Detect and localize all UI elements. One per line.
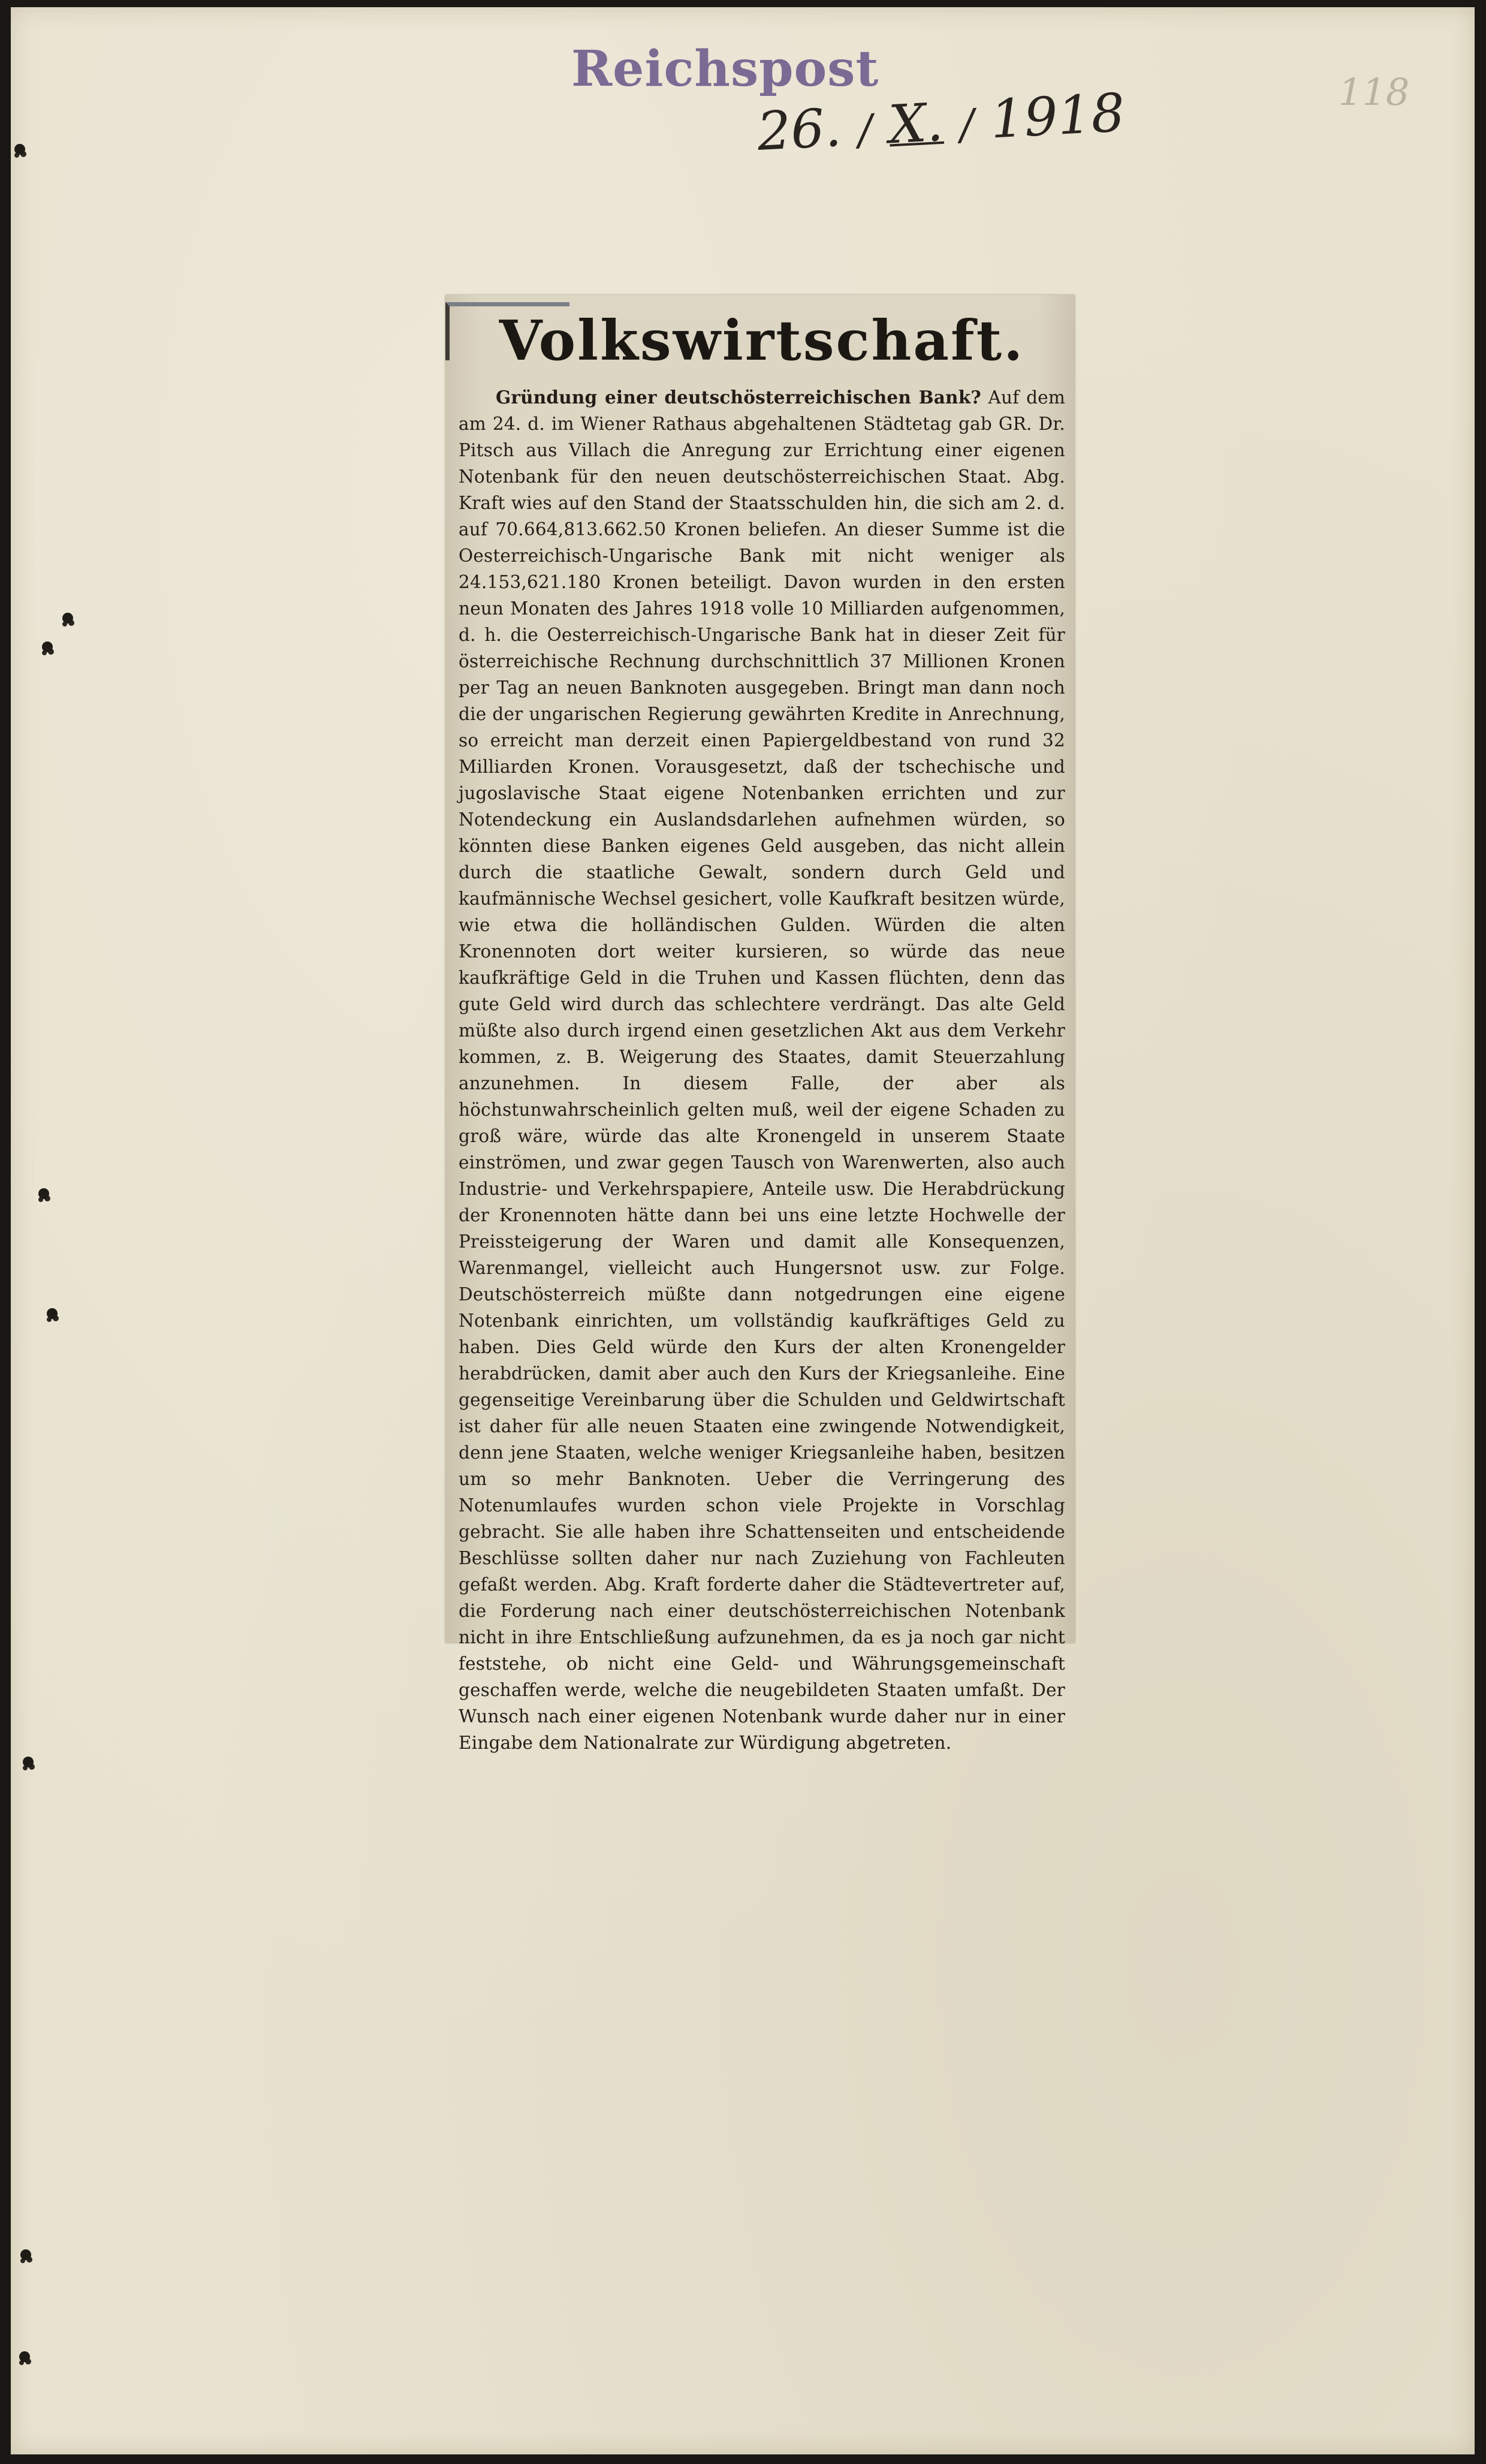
punch-hole — [47, 1308, 58, 1319]
punch-hole — [20, 2249, 31, 2260]
newspaper-clipping — [445, 295, 1075, 1753]
handwritten-date: 26. / X. / 1918 — [755, 82, 1126, 162]
punch-hole — [23, 1757, 34, 1767]
article-body — [459, 384, 1065, 1756]
article-lead: Gründung einer deutschösterreichischen Bank? — [496, 386, 981, 408]
punch-hole — [19, 2351, 30, 2362]
archive-sheet — [11, 7, 1475, 2454]
punch-hole — [42, 641, 53, 652]
newspaper-stamp: Reichspost — [571, 40, 879, 98]
date-year: 1918 — [988, 82, 1126, 150]
punch-hole — [62, 613, 73, 623]
date-month: X. — [887, 91, 945, 156]
punch-hole — [14, 144, 25, 155]
punch-hole — [38, 1188, 49, 1199]
clipping-frame-corner — [445, 302, 569, 360]
article-headline: Volkswirtschaft. — [499, 308, 1025, 373]
date-day: 26. — [755, 96, 843, 162]
article-text: Auf dem am 24. d. im Wiener Rathaus abgehaltenen Städtetag gab GR. Dr. Pitsch aus Villach die Anregung zur Errichtung einer eigenen Notenbank für den neuen deutschösterreichischen Staat. Abg. Kraft wies auf den Stand der Staatsschulden hin, die sich am 2. d. auf 70.664,813.662.50 Kronen beliefen. An dieser Summe ist die Oesterreichisch-Ungarische Bank mit nicht weniger als 24.153,621.180 Kronen beteiligt. Davon wurden in den ersten neun Monaten des Jahres 1918 volle 10 Milliarden aufgenommen, d. h. die Oesterreichisch-Ungarische Bank hat in dieser Zeit für österreichische Rechnung durchschnittlich 37 Millionen Kronen per Tag an neuen Banknoten ausgegeben. Bringt man dann noch die der ungarischen Regierung gewährten Kredite in Anrechnung, so erreicht man derzeit einen Papiergeldbestand von rund 32 Milliarden Kronen. Vorausgesetzt, daß der tschechische und jugoslavische Staat eigene Notenbanken errichten und zur Notendeckung ein Auslandsdarlehen aufnehmen würden, so könnten diese Banken eigenes Geld ausgeben, das nicht allein durch die staatliche Gewalt, sondern durch Geld und kaufmännische Wechsel gesichert, volle Kaufkraft besitzen würde, wie etwa die holländischen Gulden. Würden die alten Kronennoten dort weiter kursieren, so würde das neue kaufkräftige Geld in die Truhen und Kassen flüchten, denn das gute Geld wird durch das schlechtere verdrängt. Das alte Geld müßte also durch irgend einen gesetzlichen Akt aus dem Verkehr kommen, z. B. Weigerung des Staates, damit Steuerzahlung anzunehmen. In diesem Falle, der aber als höchstunwahrscheinlich gelten muß, weil der eigene Schaden zu groß wäre, würde das alte Kronengeld in unserem Staate einströmen, und zwar gegen Tausch von Warenwerten, also auch Industrie- und Verkehrspapiere, Anteile usw. Die Herabdrückung der Kronennoten hätte dann bei uns eine letzte Hochwelle der Preissteigerung der Waren und damit alle Konsequenzen, Warenmangel, vielleicht auch Hungersnot usw. zur Folge. Deutschösterreich müßte dann notgedrungen eine eigene Notenbank einrichten, um vollständig kaufkräftiges Geld zu haben. Dies Geld würde den Kurs der alten Kronengelder herabdrücken, damit aber auch den Kurs der Kriegsanleihe. Eine gegenseitige Vereinbarung über die Schulden und Geldwirtschaft ist daher für alle neuen Staaten eine zwingende Notwendigkeit, denn jene Staaten, welche weniger Kriegsanleihe haben, besitzen um so mehr Banknoten. Ueber die Verringerung des Notenumlaufes wurden schon viele Projekte in Vorschlag gebracht. Sie alle haben ihre Schattenseiten und entscheidende Beschlüsse sollten daher nur nach Zuziehung von Fachleuten gefaßt werden. Abg. Kraft forderte daher die Städtevertreter auf, die Forderung nach einer deutschösterreichischen Notenbank nicht in ihre Entschließung aufzunehmen, da es ja noch gar nicht feststehe, ob nicht eine Geld- und Währungsgemeinschaft geschaffen werde, welche die neugebildeten Staaten umfaßt. Der Wunsch nach einer eigenen Notenbank wurde daher nur in einer Eingabe dem Nationalrate zur Würdigung abgetreten. — [459, 387, 1065, 1753]
archive-number: 118 — [1339, 70, 1410, 114]
